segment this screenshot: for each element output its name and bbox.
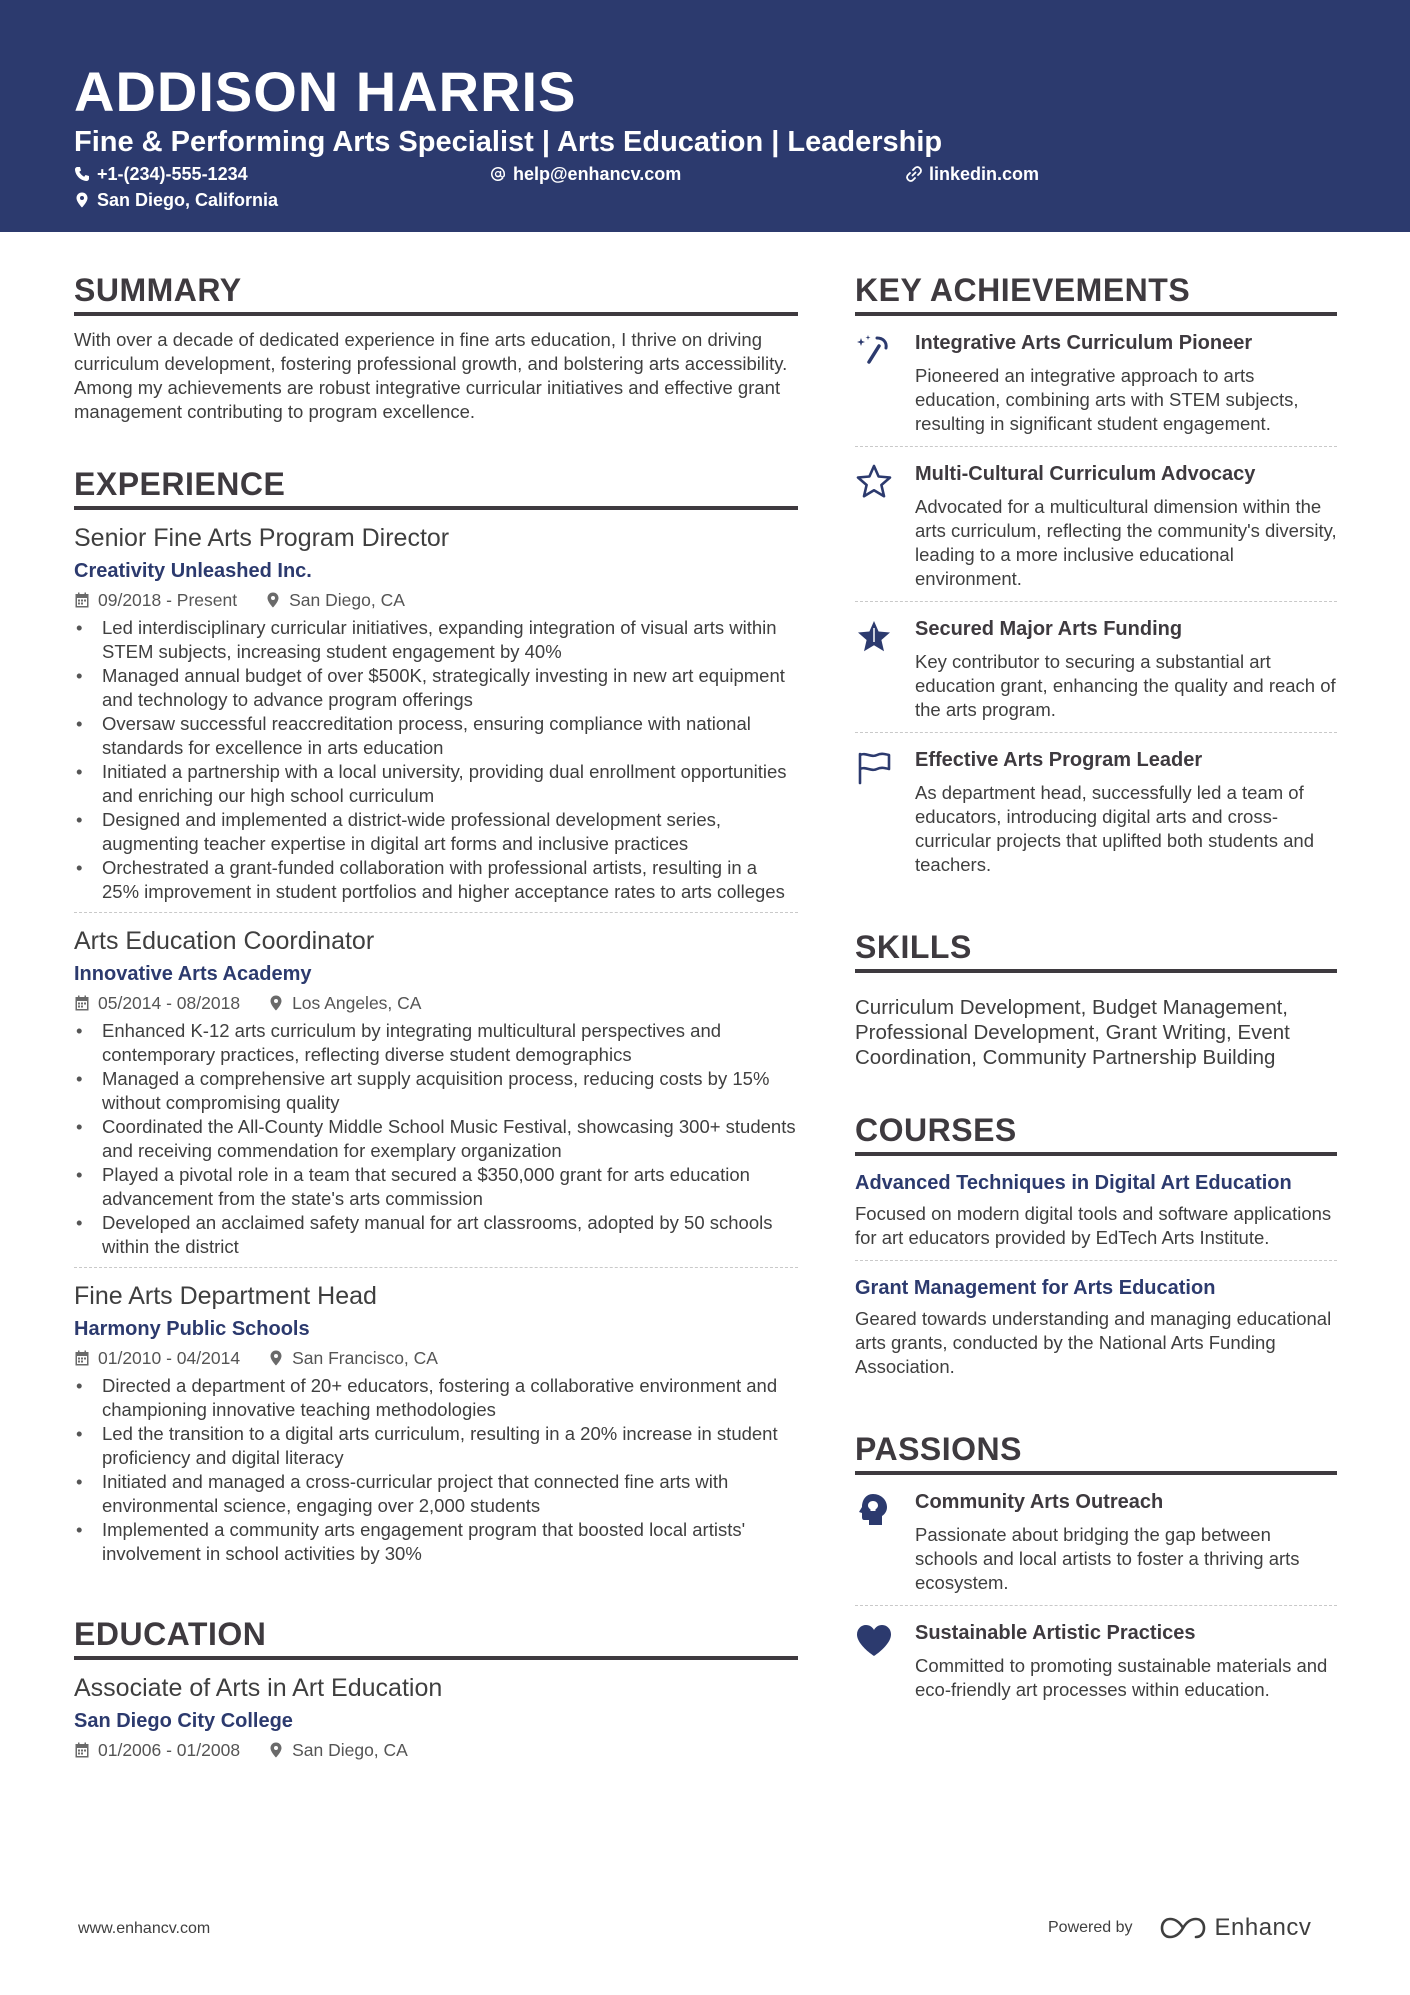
left-column	[74, 270, 798, 1810]
experience-entry	[74, 510, 798, 913]
experience-entry	[74, 913, 798, 1268]
contact-linkedin[interactable]	[906, 163, 1039, 185]
achievement-desc: Pioneered an integrative approach to arts education, combining arts with STEM subjects, resulting in significant student engagement.	[915, 365, 1299, 434]
contact-location	[74, 189, 278, 211]
phone-icon	[74, 166, 90, 182]
powered-by-text: Powered by	[1048, 1919, 1133, 1936]
job-company: Harmony Public Schools	[74, 1318, 310, 1340]
summary-section	[74, 270, 798, 424]
job-role: Arts Education Coordinator	[74, 927, 375, 955]
job-meta	[74, 588, 798, 612]
head-idea-icon	[855, 1491, 893, 1529]
location-text: San Diego, California	[97, 190, 279, 210]
location-pin-icon	[74, 192, 90, 208]
brand-logo[interactable]	[1159, 1914, 1312, 1942]
email-text: help@enhancv.com	[513, 164, 682, 184]
flag-icon	[855, 749, 893, 787]
course-title: Grant Management for Arts Education	[855, 1277, 1216, 1299]
skills-heading: SKILLS	[855, 927, 1337, 973]
bullet-item: • Played a pivotal role in a team that secured a $350,000 grant for arts education advancement from the state's arts commission	[74, 1163, 798, 1211]
candidate-name: ADDISON HARRIS	[74, 60, 577, 123]
infinity-logo-icon	[1159, 1916, 1207, 1940]
experience-section	[74, 464, 798, 1574]
passion-desc: Committed to promoting sustainable materials and eco-friendly art processes within education.	[915, 1655, 1328, 1700]
resume-header	[0, 0, 1410, 232]
achievements-heading: KEY ACHIEVEMENTS	[855, 270, 1337, 316]
education-dates: 01/2006 - 01/2008	[98, 1740, 241, 1760]
job-role: Senior Fine Arts Program Director	[74, 524, 450, 552]
contact-phone	[74, 163, 248, 185]
achievement-item	[855, 602, 1337, 733]
contact-email[interactable]	[490, 163, 681, 185]
footer-brand	[1048, 1914, 1311, 1942]
linkedin-text: linkedin.com	[929, 164, 1040, 184]
bullet-item: • Enhanced K-12 arts curriculum by integrating multicultural perspectives and contemporary practices, reflecting diverse student demographics	[74, 1019, 798, 1067]
star-filled-icon	[855, 618, 893, 656]
at-sign-icon	[490, 166, 506, 182]
education-section	[74, 1614, 798, 1770]
summary-heading: SUMMARY	[74, 270, 798, 316]
bullet-item: • Developed an acclaimed safety manual for art classrooms, adopted by 50 schools within the district	[74, 1211, 798, 1259]
magic-wand-icon	[855, 332, 893, 370]
bullet-item: • Oversaw successful reaccreditation process, ensuring compliance with national standards for excellence in arts education	[74, 712, 798, 760]
calendar-icon	[74, 995, 90, 1011]
job-location: Los Angeles, CA	[292, 993, 422, 1013]
summary-text: With over a decade of dedicated experience in fine arts education, I thrive on driving curriculum development, fostering professional growth, and bolstering arts accessibility. Among my achievements are robust integrative curricular initiatives and effective grant management contributing to program excellence.	[74, 329, 788, 422]
bullet-item: • Led interdisciplinary curricular initiatives, expanding integration of visual arts within STEM subjects, increasing student engagement by 40%	[74, 616, 798, 664]
bullet-item: • Managed annual budget of over $500K, strategically investing in new art equipment and technology to advance program offerings	[74, 664, 798, 712]
courses-section	[855, 1110, 1337, 1389]
achievement-item	[855, 447, 1337, 602]
brand-name: Enhancv	[1214, 1914, 1312, 1941]
degree: Associate of Arts in Art Education	[74, 1674, 443, 1702]
course-desc: Geared towards understanding and managing educational arts grants, conducted by the National Arts Funding Association.	[855, 1308, 1332, 1377]
passion-item	[855, 1475, 1337, 1606]
bullet-item: • Led the transition to a digital arts curriculum, resulting in a 20% increase in student proficiency and digital literacy	[74, 1422, 798, 1470]
achievement-title: Multi-Cultural Curriculum Advocacy	[915, 463, 1256, 485]
education-heading: EDUCATION	[74, 1614, 798, 1660]
experience-entry	[74, 1268, 798, 1574]
courses-heading: COURSES	[855, 1110, 1337, 1156]
skills-section	[855, 927, 1337, 1070]
course-title: Advanced Techniques in Digital Art Education	[855, 1172, 1292, 1194]
school: San Diego City College	[74, 1710, 293, 1732]
location-pin-icon	[268, 1742, 284, 1758]
job-dates: 05/2014 - 08/2018	[98, 993, 241, 1013]
achievement-title: Secured Major Arts Funding	[915, 618, 1183, 640]
experience-heading: EXPERIENCE	[74, 464, 798, 510]
education-entry	[74, 1660, 798, 1770]
course-item	[855, 1156, 1337, 1261]
right-column	[855, 270, 1337, 1752]
bullet-item: • Initiated and managed a cross-curricular project that connected fine arts with environmental science, engaging over 2,000 students	[74, 1470, 798, 1518]
achievement-item	[855, 733, 1337, 887]
course-desc: Focused on modern digital tools and software applications for art educators provided by EdTech Arts Institute.	[855, 1203, 1332, 1248]
passion-item	[855, 1606, 1337, 1712]
location-pin-icon	[268, 1350, 284, 1366]
education-location: San Diego, CA	[292, 1740, 408, 1760]
footer-website[interactable]: www.enhancv.com	[78, 1920, 211, 1937]
location-pin-icon	[265, 592, 281, 608]
bullet-item: • Implemented a community arts engagement program that boosted local artists' involvement in school activities by 30%	[74, 1518, 798, 1566]
bullet-item: • Initiated a partnership with a local university, providing dual enrollment opportunities and enriching our high school curriculum	[74, 760, 798, 808]
bullet-item: • Designed and implemented a district-wide professional development series, augmenting teacher expertise in digital art forms and inclusive practices	[74, 808, 798, 856]
job-company: Creativity Unleashed Inc.	[74, 560, 312, 582]
star-outline-icon	[855, 463, 893, 501]
passion-desc: Passionate about bridging the gap between schools and local artists to foster a thriving arts ecosystem.	[915, 1524, 1300, 1593]
bullet-item: • Orchestrated a grant-funded collaboration with professional artists, resulting in a 25% improvement in student portfolios and higher acceptance rates to arts colleges	[74, 856, 798, 904]
job-dates: 01/2010 - 04/2014	[98, 1348, 241, 1368]
bullet-item: • Coordinated the All-County Middle School Music Festival, showcasing 300+ students and receiving commendation for exemplary organization	[74, 1115, 798, 1163]
job-bullets	[74, 1019, 798, 1259]
job-bullets	[74, 1374, 798, 1566]
job-location: San Diego, CA	[289, 590, 405, 610]
achievement-desc: As department head, successfully led a team of educators, introducing digital arts and cross-curricular projects that uplifted both students and teachers.	[915, 782, 1315, 875]
achievement-desc: Advocated for a multicultural dimension within the arts curriculum, reflecting the community's diversity, leading to a more inclusive educational environment.	[915, 496, 1337, 589]
achievement-title: Integrative Arts Curriculum Pioneer	[915, 332, 1253, 354]
passions-section	[855, 1429, 1337, 1712]
job-role: Fine Arts Department Head	[74, 1282, 377, 1310]
passions-heading: PASSIONS	[855, 1429, 1337, 1475]
achievements-section	[855, 270, 1337, 887]
job-company: Innovative Arts Academy	[74, 963, 312, 985]
phone-text: +1-(234)-555-1234	[97, 164, 248, 184]
education-meta	[74, 1738, 798, 1762]
achievement-desc: Key contributor to securing a substantial art education grant, enhancing the quality and reach of the arts program.	[915, 651, 1336, 720]
link-icon	[906, 166, 922, 182]
achievement-title: Effective Arts Program Leader	[915, 749, 1203, 771]
bullet-item: • Directed a department of 20+ educators, fostering a collaborative environment and championing innovative teaching methodologies	[74, 1374, 798, 1422]
job-bullets	[74, 616, 798, 904]
passion-title: Sustainable Artistic Practices	[915, 1622, 1196, 1644]
job-meta	[74, 991, 798, 1015]
job-location: San Francisco, CA	[292, 1348, 438, 1368]
heart-icon	[855, 1622, 893, 1660]
calendar-icon	[74, 1742, 90, 1758]
course-item	[855, 1261, 1337, 1389]
calendar-icon	[74, 592, 90, 608]
calendar-icon	[74, 1350, 90, 1366]
skills-text: Curriculum Development, Budget Management, Professional Development, Grant Writing, Event Coordination, Community Partnership Building	[855, 996, 1290, 1069]
job-dates: 09/2018 - Present	[98, 590, 238, 610]
passion-title: Community Arts Outreach	[915, 1491, 1164, 1513]
location-pin-icon	[268, 995, 284, 1011]
bullet-item: • Managed a comprehensive art supply acquisition process, reducing costs by 15% without compromising quality	[74, 1067, 798, 1115]
job-meta	[74, 1346, 798, 1370]
candidate-title: Fine & Performing Arts Specialist | Arts Education | Leadership	[74, 126, 943, 158]
achievement-item	[855, 316, 1337, 447]
